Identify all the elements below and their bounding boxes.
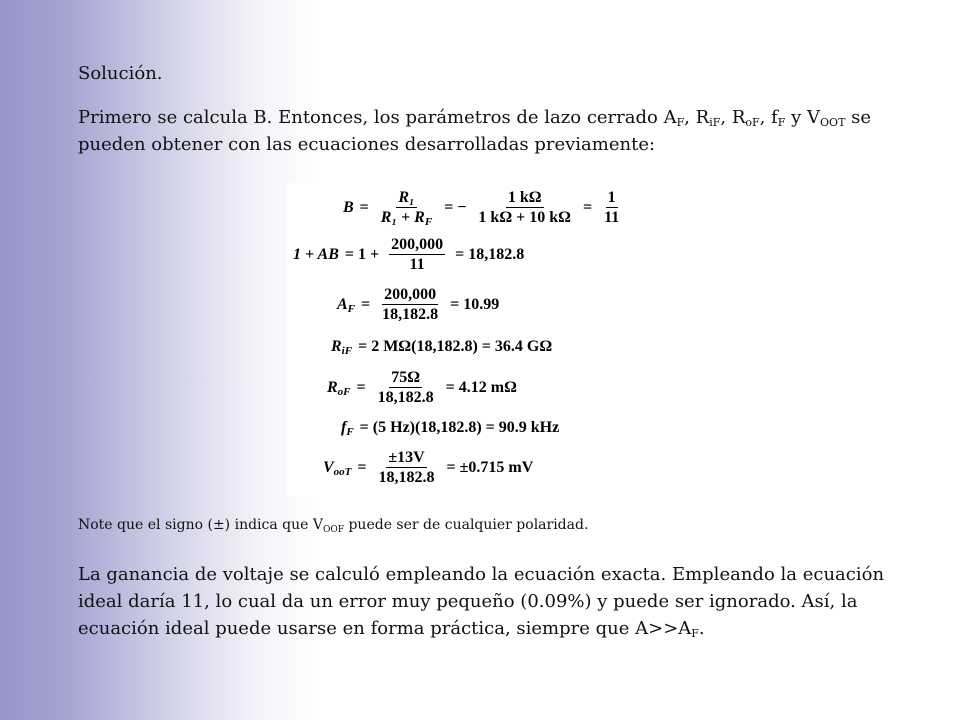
fraction <box>389 236 445 273</box>
intro-text: , R <box>684 107 710 128</box>
subscript: iF <box>341 345 353 357</box>
equation-lhs <box>323 459 351 477</box>
equation-voot <box>323 449 539 486</box>
subscript: F <box>691 627 699 640</box>
note-text: Note que el signo (±) indica que V <box>78 517 323 533</box>
equals-sign: = − <box>444 198 467 216</box>
equation-rif <box>331 338 558 356</box>
fraction <box>377 449 437 486</box>
equation-ff <box>341 419 565 437</box>
fraction <box>602 189 621 226</box>
fraction-denominator: 18,182.8 <box>382 306 439 323</box>
equation-lhs <box>341 419 354 437</box>
subscript: OOF <box>323 525 345 535</box>
equation-result: = 4.12 mΩ <box>445 378 517 396</box>
equals-sign: = <box>361 295 371 313</box>
equation-lhs: B <box>343 198 354 216</box>
subscript: iF <box>709 116 721 129</box>
equals-sign: = <box>359 198 369 216</box>
fraction-denominator: 18,182.8 <box>377 389 434 406</box>
fraction-denominator <box>379 208 434 226</box>
equation-rhs: = (5 Hz)(18,182.8) = 90.9 kHz <box>359 419 560 436</box>
intro-paragraph <box>78 104 898 158</box>
intro-text: y V <box>785 107 821 128</box>
fraction-numerator: 200,000 <box>391 236 444 253</box>
fraction-numerator: R₁ <box>398 189 415 206</box>
closing-paragraph <box>78 561 908 642</box>
subscript: F <box>346 426 354 438</box>
subscript: OOT <box>820 116 846 129</box>
subscript: F <box>777 116 786 129</box>
fraction <box>376 369 436 406</box>
fraction-numerator: ±13V <box>388 449 425 466</box>
lhs-text: V <box>323 458 334 476</box>
fraction-numerator: 1 <box>607 189 616 206</box>
subscript: F <box>676 116 685 129</box>
equals-sign: = <box>582 198 593 216</box>
lhs-text: A <box>337 295 348 313</box>
equation-lhs: 1 + AB <box>293 245 339 263</box>
fraction <box>379 189 434 226</box>
lhs-text: f <box>341 419 347 436</box>
equation-rhs: = 2 MΩ(18,182.8) = 36.4 GΩ <box>358 338 553 355</box>
lhs-text: R <box>331 338 342 355</box>
intro-text: , f <box>759 107 778 128</box>
subscript: ooT <box>333 465 352 478</box>
equation-af <box>337 286 505 323</box>
equals-sign: = <box>356 378 366 396</box>
fraction <box>380 286 440 323</box>
closing-text: La ganancia de voltaje se calculó empleando la ecuación exacta. Empleando la ecuación ideal daría 11, lo cual da un error muy pequeño (0.09%) y puede ser ignorado. Así, la ecuación ideal puede usarse en forma práctica, siempre que A>>A <box>78 564 885 639</box>
equation-b <box>343 189 625 226</box>
equation-result: = 10.99 <box>450 295 500 313</box>
subscript: F <box>347 302 356 315</box>
equals-sign: = <box>357 458 367 476</box>
equation-lhs <box>327 379 351 397</box>
closing-text: . <box>698 618 705 639</box>
fraction-denominator: 1 kΩ + 10 kΩ <box>478 209 571 226</box>
subscript: oF <box>337 385 351 398</box>
fraction-denominator: 18,182.8 <box>378 469 435 486</box>
subscript: F <box>424 216 433 228</box>
equation-rof <box>327 369 523 406</box>
fraction-numerator: 75Ω <box>391 369 421 386</box>
equations-image <box>287 183 652 496</box>
intro-text: se pueden obtener con las ecuaciones desarrolladas previamente: <box>78 107 872 155</box>
fraction-denominator: 11 <box>409 256 425 273</box>
intro-text: , R <box>720 107 746 128</box>
subscript: oF <box>745 116 760 129</box>
intro-text: Primero se calcula B. Entonces, los parámetros de lazo cerrado A <box>78 107 677 128</box>
fraction-denominator: 11 <box>604 209 620 226</box>
fraction-numerator: 200,000 <box>384 286 437 303</box>
note-paragraph <box>78 515 908 535</box>
heading: Solución. <box>78 63 163 84</box>
fraction-numerator: 1 kΩ <box>507 189 542 206</box>
equals-sign: = 1 + <box>344 245 380 263</box>
equation-lhs <box>331 338 352 356</box>
equation-loop-gain <box>293 236 530 273</box>
equation-result: = 18,182.8 <box>455 245 525 263</box>
fraction <box>476 189 573 226</box>
lhs-text: R <box>327 378 338 396</box>
equation-lhs <box>337 296 355 314</box>
equation-result: = ±0.715 mV <box>446 458 534 476</box>
note-text: puede ser de cualquier polaridad. <box>344 517 589 533</box>
denominator-text: R₁ + R <box>380 209 425 226</box>
